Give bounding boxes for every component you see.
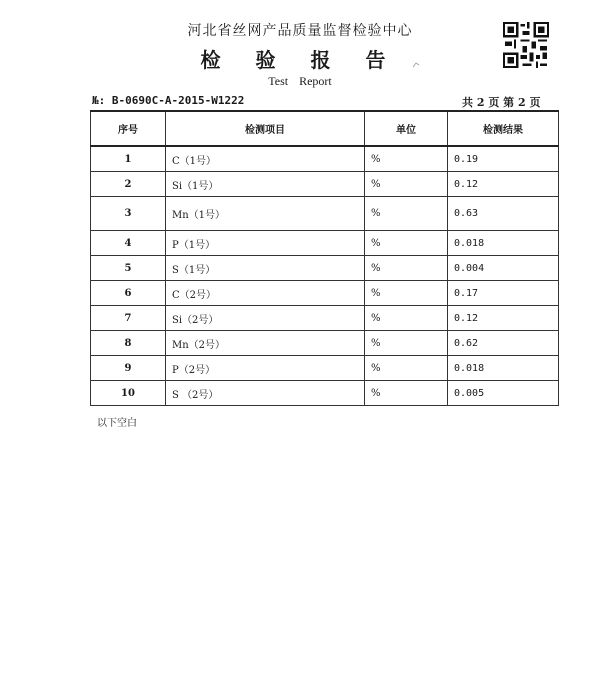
report-title: 检 验 报 告 — [200, 48, 400, 72]
header-result: 检测结果 — [448, 111, 559, 146]
report-subtitle: Test Report — [268, 74, 332, 88]
table-row — [91, 356, 559, 381]
row-unit: % — [365, 197, 448, 231]
row-item: C（2号） — [166, 281, 365, 306]
blank-below-note: 以下空白 — [97, 418, 137, 429]
row-item: Mn（1号） — [166, 197, 365, 231]
page-count: 共 2 页 第 2 页 — [462, 96, 541, 109]
table-header-row — [91, 111, 559, 146]
row-no: 3 — [91, 197, 166, 231]
row-item: Mn（2号） — [166, 331, 365, 356]
row-no: 2 — [91, 172, 166, 197]
row-unit: % — [365, 331, 448, 356]
row-result: 0.018 — [448, 356, 559, 381]
row-unit: % — [365, 356, 448, 381]
qr-code-icon — [503, 22, 549, 68]
row-no: 1 — [91, 146, 166, 172]
row-unit: % — [365, 256, 448, 281]
table-row — [91, 331, 559, 356]
table-row — [91, 172, 559, 197]
results-table — [90, 110, 559, 406]
header-no: 序号 — [91, 111, 166, 146]
table-row — [91, 197, 559, 231]
table-row — [91, 281, 559, 306]
row-unit: % — [365, 381, 448, 406]
row-no: 9 — [91, 356, 166, 381]
row-no: 10 — [91, 381, 166, 406]
row-no: 4 — [91, 231, 166, 256]
row-unit: % — [365, 306, 448, 331]
row-result: 0.19 — [448, 146, 559, 172]
row-unit: % — [365, 172, 448, 197]
row-result: 0.12 — [448, 172, 559, 197]
row-item: Si（1号） — [166, 172, 365, 197]
row-item: C（1号） — [166, 146, 365, 172]
row-result: 0.63 — [448, 197, 559, 231]
report-number: №: B-0690C-A-2015-W1222 — [92, 94, 245, 107]
row-unit: % — [365, 146, 448, 172]
row-result: 0.62 — [448, 331, 559, 356]
row-result: 0.005 — [448, 381, 559, 406]
row-no: 7 — [91, 306, 166, 331]
table-row — [91, 256, 559, 281]
header-item: 检测项目 — [166, 111, 365, 146]
row-result: 0.018 — [448, 231, 559, 256]
row-item: Si（2号） — [166, 306, 365, 331]
row-item: S （2号） — [166, 381, 365, 406]
pen-mark — [412, 62, 420, 68]
row-no: 8 — [91, 331, 166, 356]
row-no: 6 — [91, 281, 166, 306]
row-item: S（1号） — [166, 256, 365, 281]
row-result: 0.004 — [448, 256, 559, 281]
organization-name: 河北省丝网产品质量监督检验中心 — [187, 23, 413, 39]
row-item: P（1号） — [166, 231, 365, 256]
row-unit: % — [365, 281, 448, 306]
table-row — [91, 306, 559, 331]
row-unit: % — [365, 231, 448, 256]
row-no: 5 — [91, 256, 166, 281]
header-unit: 单位 — [365, 111, 448, 146]
table-row — [91, 146, 559, 172]
row-result: 0.12 — [448, 306, 559, 331]
row-result: 0.17 — [448, 281, 559, 306]
table-row — [91, 231, 559, 256]
row-item: P（2号） — [166, 356, 365, 381]
table-row — [91, 381, 559, 406]
